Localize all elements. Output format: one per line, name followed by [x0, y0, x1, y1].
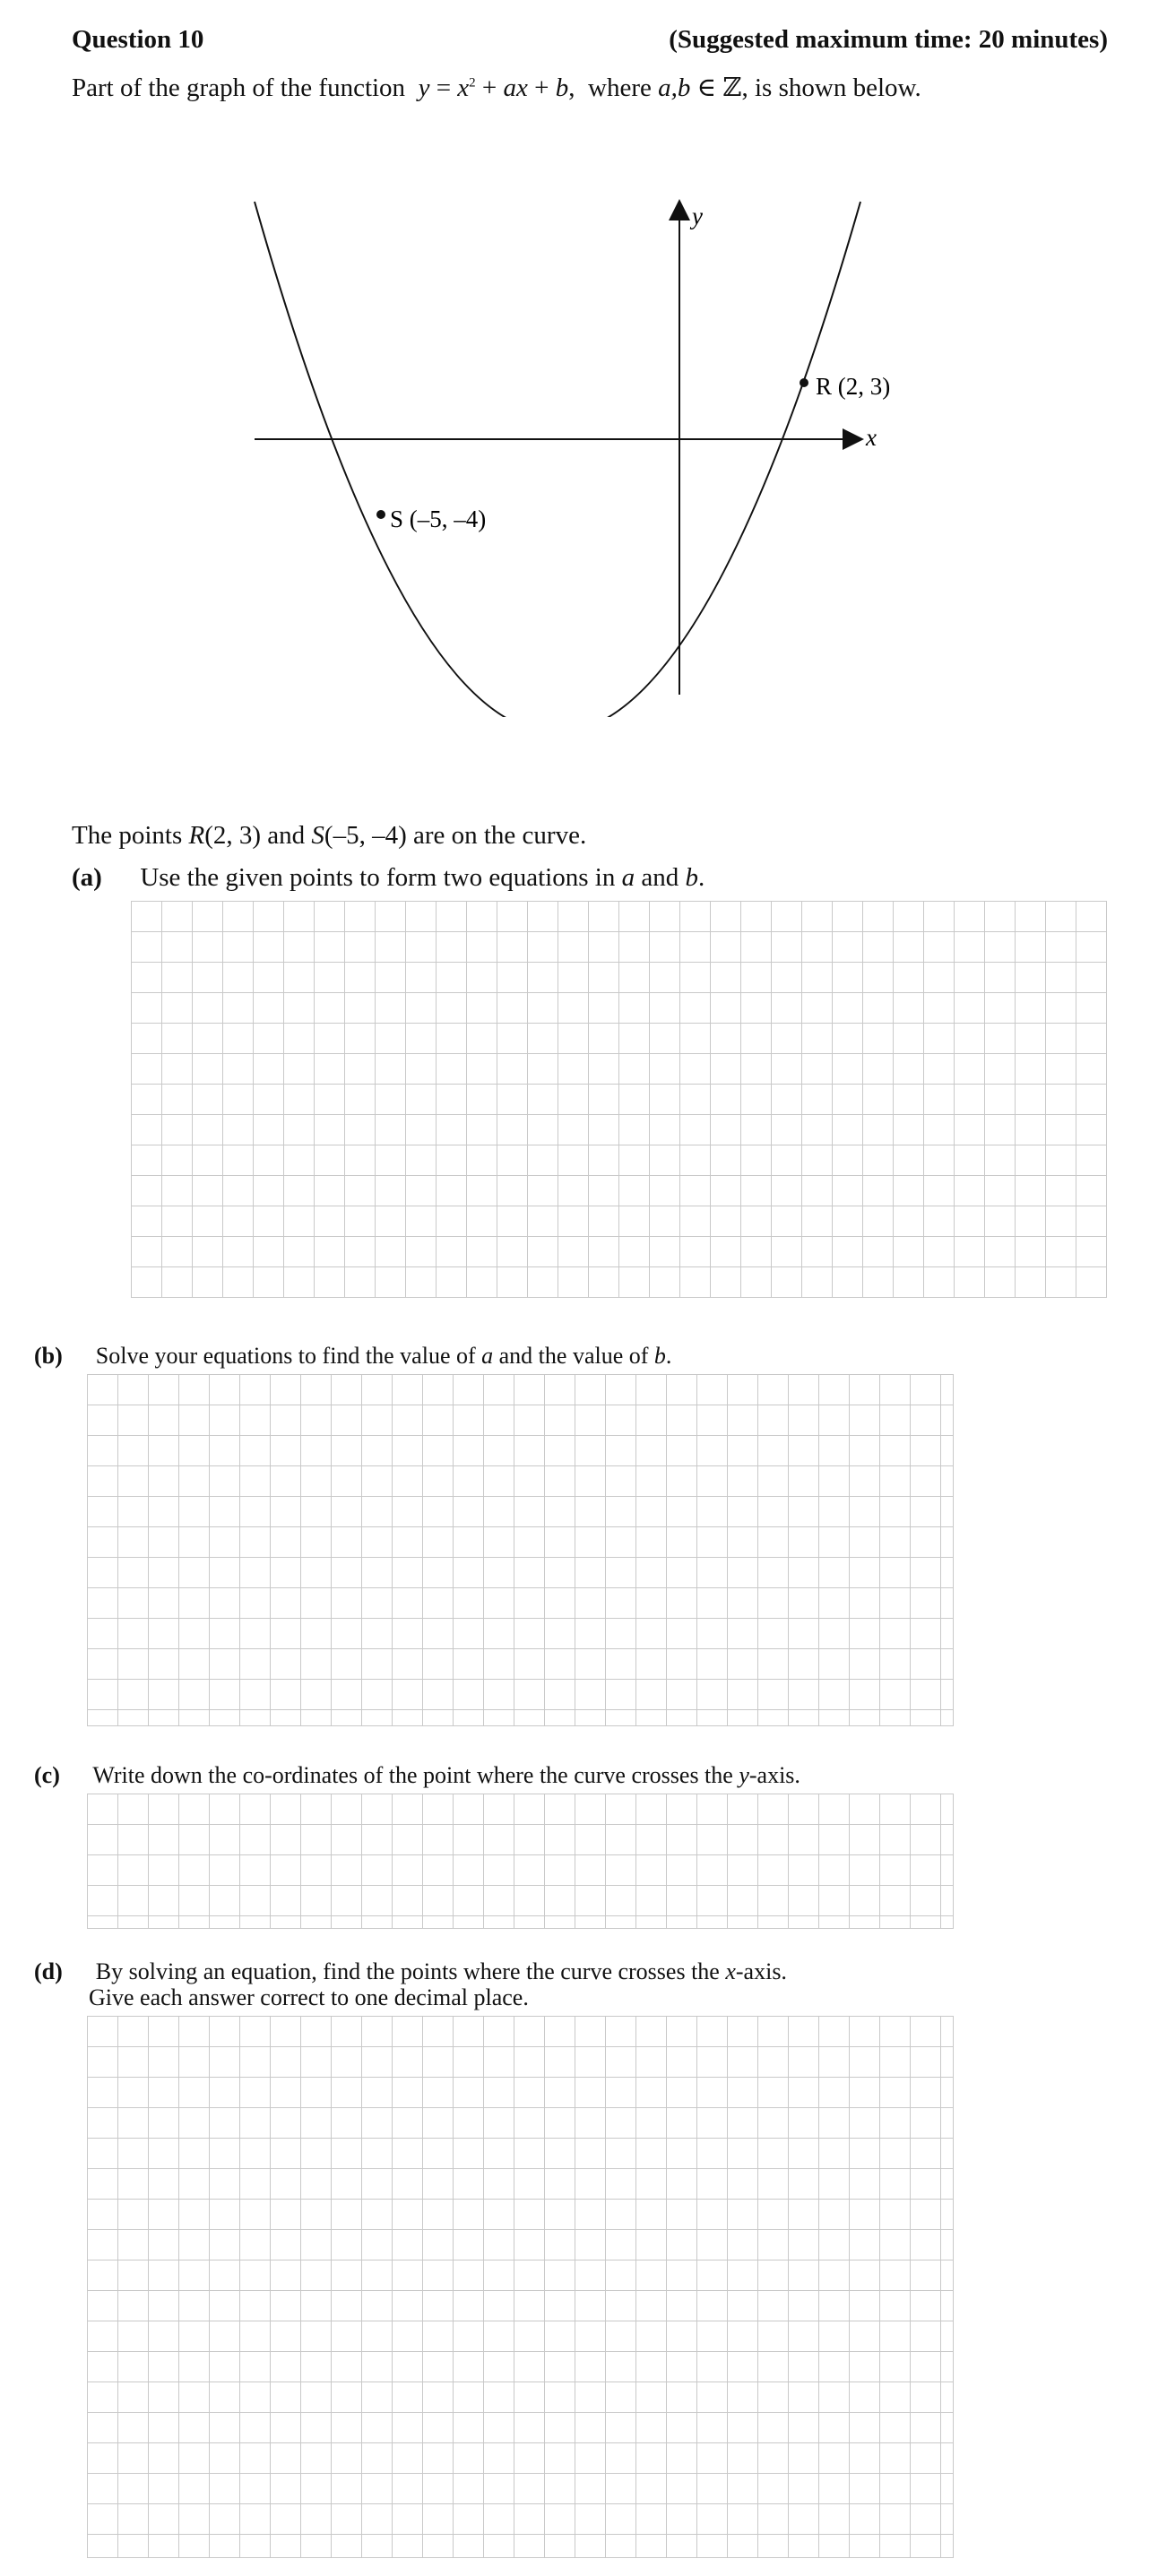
point-r-label: R (2, 3) [816, 373, 891, 400]
y-axis-label: y [692, 203, 703, 229]
part-b-answer-grid[interactable] [87, 1374, 954, 1726]
statement-text: The points R(2, 3) and S(–5, –4) are on the curve. [72, 821, 587, 850]
part-d-question: (d) By solving an equation, find the points where the curve crosses the x-axis. [34, 1958, 787, 1984]
point-r-dot [800, 378, 808, 387]
part-a-question: (a) Use the given points to form two equations in a and b. [72, 863, 705, 892]
intro-text: Part of the graph of the function $y = x^2$ + ax + b, where a,b ∈ ℤ, is shown below. [72, 73, 921, 102]
part-b-question: (b) Solve your equations to find the value of a and the value of b. [34, 1343, 672, 1369]
part-a-label: (a) [72, 863, 102, 892]
part-a-answer-grid[interactable] [131, 901, 1107, 1298]
part-c-label: (c) [34, 1762, 60, 1788]
part-d-label: (d) [34, 1958, 63, 1984]
suggested-time: (Suggested maximum time: 20 minutes) [669, 25, 1108, 54]
part-b-label: (b) [34, 1343, 63, 1369]
point-s-dot [376, 510, 385, 519]
question-number: Question 10 [72, 25, 204, 54]
point-s-label: S (–5, –4) [390, 506, 487, 532]
part-c-answer-grid[interactable] [87, 1794, 954, 1929]
x-axis-label: x [866, 424, 877, 451]
part-d-instruction: Give each answer correct to one decimal place. [89, 1984, 529, 2010]
parabola-graph [233, 179, 914, 717]
part-d-answer-grid[interactable] [87, 2016, 954, 2558]
part-c-question: (c) Write down the co-ordinates of the point where the curve crosses the y-axis. [34, 1762, 800, 1788]
parabola-curve [255, 202, 860, 717]
